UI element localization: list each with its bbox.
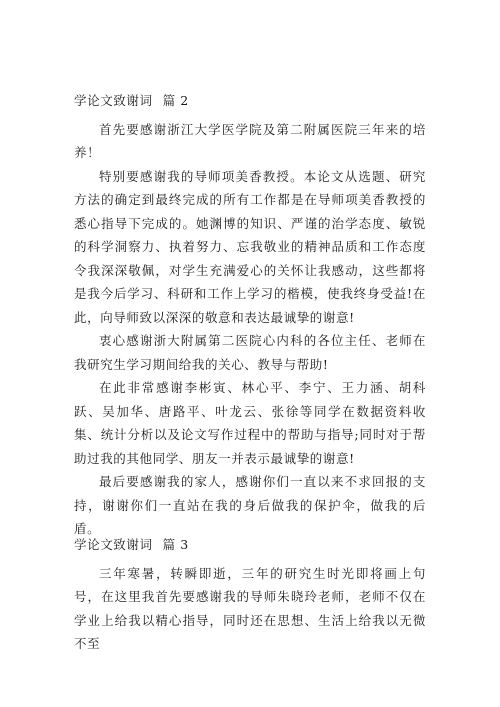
paragraph: 衷心感谢浙大附属第二医院心内科的各位主任、老师在我研究生学习期间给我的关心、教导与帮助! — [74, 333, 426, 372]
paragraph: 最后要感谢我的家人，感谢你们一直以来不求回报的支持，谢谢你们一直站在我的身后做我的保护伞，做我的后盾。 — [74, 474, 426, 536]
section-heading — [74, 533, 426, 557]
paragraph: 在此非常感谢李彬寅、林心平、李宁、王力涵、胡科跃、吴加华、唐路平、叶龙云、张徐等同学在数据资料收集、统计分析以及论文写作过程中的帮助与指导;同时对于帮助过我的其他同学、朋友一并表示最诚挚的谢意! — [74, 380, 426, 466]
paragraph: 三年寒暑，转瞬即逝，三年的研究生时光即将画上句号，在这里我首先要感谢我的导师朱晓玲老师，老师不仅在学业上给我以精心指导，同时还在思想、生活上给我以无微不至 — [74, 565, 426, 651]
section-label: 篇 2 — [162, 93, 189, 108]
paragraph: 首先要感谢浙江大学医学院及第二附属医院三年来的培养！ — [74, 121, 426, 160]
paragraph: 特别要感谢我的导师项美香教授。本论文从选题、研究方法的确定到最终完成的所有工作都是在导师项美香教授的悉心指导下完成的。她渊博的知识、严谨的治学态度、敏锐的科学洞察力、执着努力、忘我敬业的精神品质和工作态度令我深深敬佩，对学生充满爱心的关怀让我感动，这些都将是我今后学习、科研和工作上学习的楷模，使我终身受益!在此，向导师致以深深的敬意和表达最诚挚的谢意! — [74, 168, 426, 325]
section-label: 篇 3 — [162, 537, 189, 552]
section-part-3 — [74, 533, 426, 656]
section-part-2 — [74, 89, 426, 541]
section-title: 学论文致谢词 — [74, 93, 153, 108]
section-title: 学论文致谢词 — [74, 537, 153, 552]
section-heading — [74, 89, 426, 113]
